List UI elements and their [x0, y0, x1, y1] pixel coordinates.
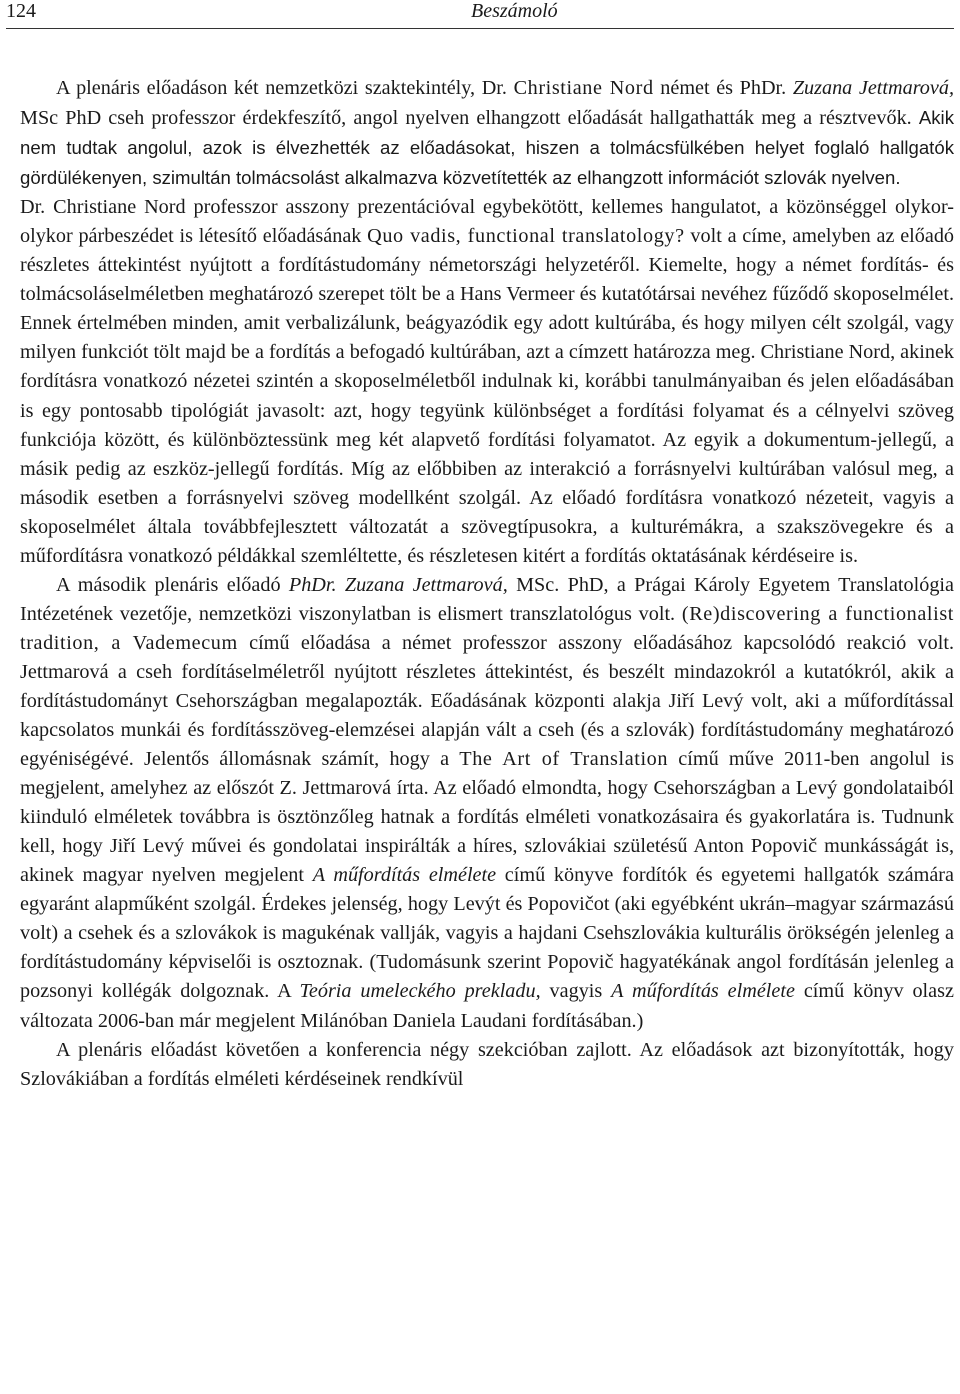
- text-run: (Re)discovering a functionalist tradition, a Vademecum: [20, 602, 954, 654]
- text-run: A második plenáris előadó: [56, 573, 289, 596]
- text-run: PhDr. Zuzana Jettmarová,: [288, 573, 508, 596]
- paragraph-nord-lecture: [20, 193, 954, 571]
- text-run: MSc PhD cseh professzor érdekfeszítő, angol nyelven elhangzott előadását hallgathatták meg a résztvevők.: [20, 107, 919, 130]
- text-run: Quo vadis, functional translatology?: [367, 225, 685, 248]
- page-number: 124: [6, 0, 36, 22]
- text-run: Zuzana Jettmarová,: [792, 77, 954, 99]
- paragraph-sections: [20, 1036, 954, 1094]
- running-head: Beszámoló: [471, 0, 558, 22]
- text-run: című könyv olasz változata 2006-ban már megjelent Milánóban Daniela Laudani fordításában.): [20, 980, 954, 1032]
- text-run: című műve 2011-ben angolul is megjelent, amelyhez az előszót Z. Jettmarová írta. Az előadó elmondta, hogy Csehországban a Levý gondolataiból kiinduló elméletek továbbra is ösztönzőleg hatnak a fordítás elméleti vonatkozásaira és gyakorlatára is. Tudnunk kell, hogy Jiří Levý művei és gondolatai inspirálták a híres, szlovákiai születésű Anton Popovič munkásságát is, akinek magyar nyelven megjelent: [20, 748, 954, 887]
- paragraph-jettmarova-lecture: [20, 571, 954, 1036]
- text-run: A plenáris előadást követően a konferencia négy szekcióban zajlott. Az előadások azt bizonyították, hogy Szlovákiában a fordítás elméleti kérdéseinek rendkívül: [20, 1038, 954, 1090]
- text-run: című előadása a német professzor asszony előadásához kapcsolódó reakció volt. Jettmarová a cseh fordításelméletről nyújtott részletes áttekintést, és beszélt mindazokról a kutatókról, akik a fordítástudományt Csehországban megalapozták. Eőadásának központi alakja Jiří Levý volt, aki a műfordítással kapcsolatos munkái és fordításszöveg-elemzései alapján vált a cseh (és a szlovák) fordítástudomány meghatározó egyéniségévé. Jelentős állomásnak számít, hogy a: [20, 631, 954, 771]
- text-run: Akik nem tudtak angolul, azok is élvezhették az előadásokat, hiszen a tolmácsfülkében helyet foglaló hallgatók gördülékenyen, szimultán tolmácsolást alkalmazva közvetítették az elhangzott információt szlovák nyelven.: [20, 107, 954, 189]
- text-run: A műfordítás elmélete: [312, 864, 497, 887]
- text-run: A műfordítás elmélete: [611, 980, 795, 1003]
- text-run: vagyis: [540, 980, 612, 1003]
- text-run: A plenáris előadáson két nemzetközi szaktekintély, Dr.: [56, 77, 514, 99]
- text-run: The Art of Translation: [459, 748, 669, 771]
- paragraph-plenary-intro: [20, 74, 954, 193]
- text-run: Christiane Nord: [513, 77, 654, 99]
- page-header: [6, 0, 954, 29]
- text-run: volt a címe, amelyben az előadó részletes áttekintést nyújtott a fordítástudomány németországi helyzetéről. Kiemelte, hogy a német fordítás- és tolmácsoláselméletben meghatározó szerepet tölt be a Hans Vermeer és kutatótársai nevéhez fűződő skoposelmélet. Ennek értelmében minden, amit verbalizálunk, beágyazódik egy adott kultúrába, és hogy milyen célt szolgál, vagy milyen funkciót tölt majd be a fordítás a befogadó kultúrában, azt a címzett határozza meg. Christiane Nord, akinek fordításra vonatkozó nézetei szintén a skoposelméletből indulnak ki, korábbi tanulmányaiban és jelen előadásában is egy pontosabb tipológiát javasolt: azt, hogy tegyünk különbséget a fordítási folyamat és a célnyelvi szöveg funkciója között, és különböztessünk meg két alapvető fordítási folyamatot. Az egyik a dokumentum-jellegű, a másik pedig az eszköz-jellegű fordítás. Míg az előbbiben az interakció a forrásnyelvi kultúrában valósul meg, a második esetben a forrásnyelvi szöveg modellként szolgál. Az előadó fordításra vonatkozó nézeteit, vagyis a skoposelmélet általa továbbfejlesztett változatát a szövegtípusokra, a kulturémákra, a szakszövegekre és a műfordításra vonatkozó példákkal szemléltette, és részletesen kitért a fordítás oktatásának kérdéseire is.: [20, 225, 955, 567]
- text-run: MSc. PhD, a Prágai Károly Egyetem Translatológia Intézetének vezetője, nemzetközi viszonylatban is elismert transzlatológus volt.: [20, 573, 955, 625]
- text-run: német és PhDr.: [653, 77, 793, 99]
- text-run: Teória umeleckého prekladu,: [299, 980, 541, 1003]
- body-text: [20, 74, 954, 1094]
- text-run: Dr. Christiane Nord professzor asszony prezentációval egybekötött, kellemes hangulatot, a közönséggel olykor-olykor párbeszédet is létesítő előadásának: [20, 196, 954, 248]
- text-run: című könyve fordítók és egyetemi hallgatók számára egyaránt alapműként szolgál. Érdekes jelenség, hogy Levýt és Popovičot (aki egyébként ukrán–magyar származású volt) a csehek és a szlovákok is magukénak vallják, vagyis a hajdani Csehszlovákia kulturális örökségén jelenleg a fordítástudomány képviselői is osztoznak. (Tudomásunk szerint Popovič hagyatékának angol fordításán jelenleg a pozsonyi kollégák dolgoznak. A: [20, 864, 954, 1003]
